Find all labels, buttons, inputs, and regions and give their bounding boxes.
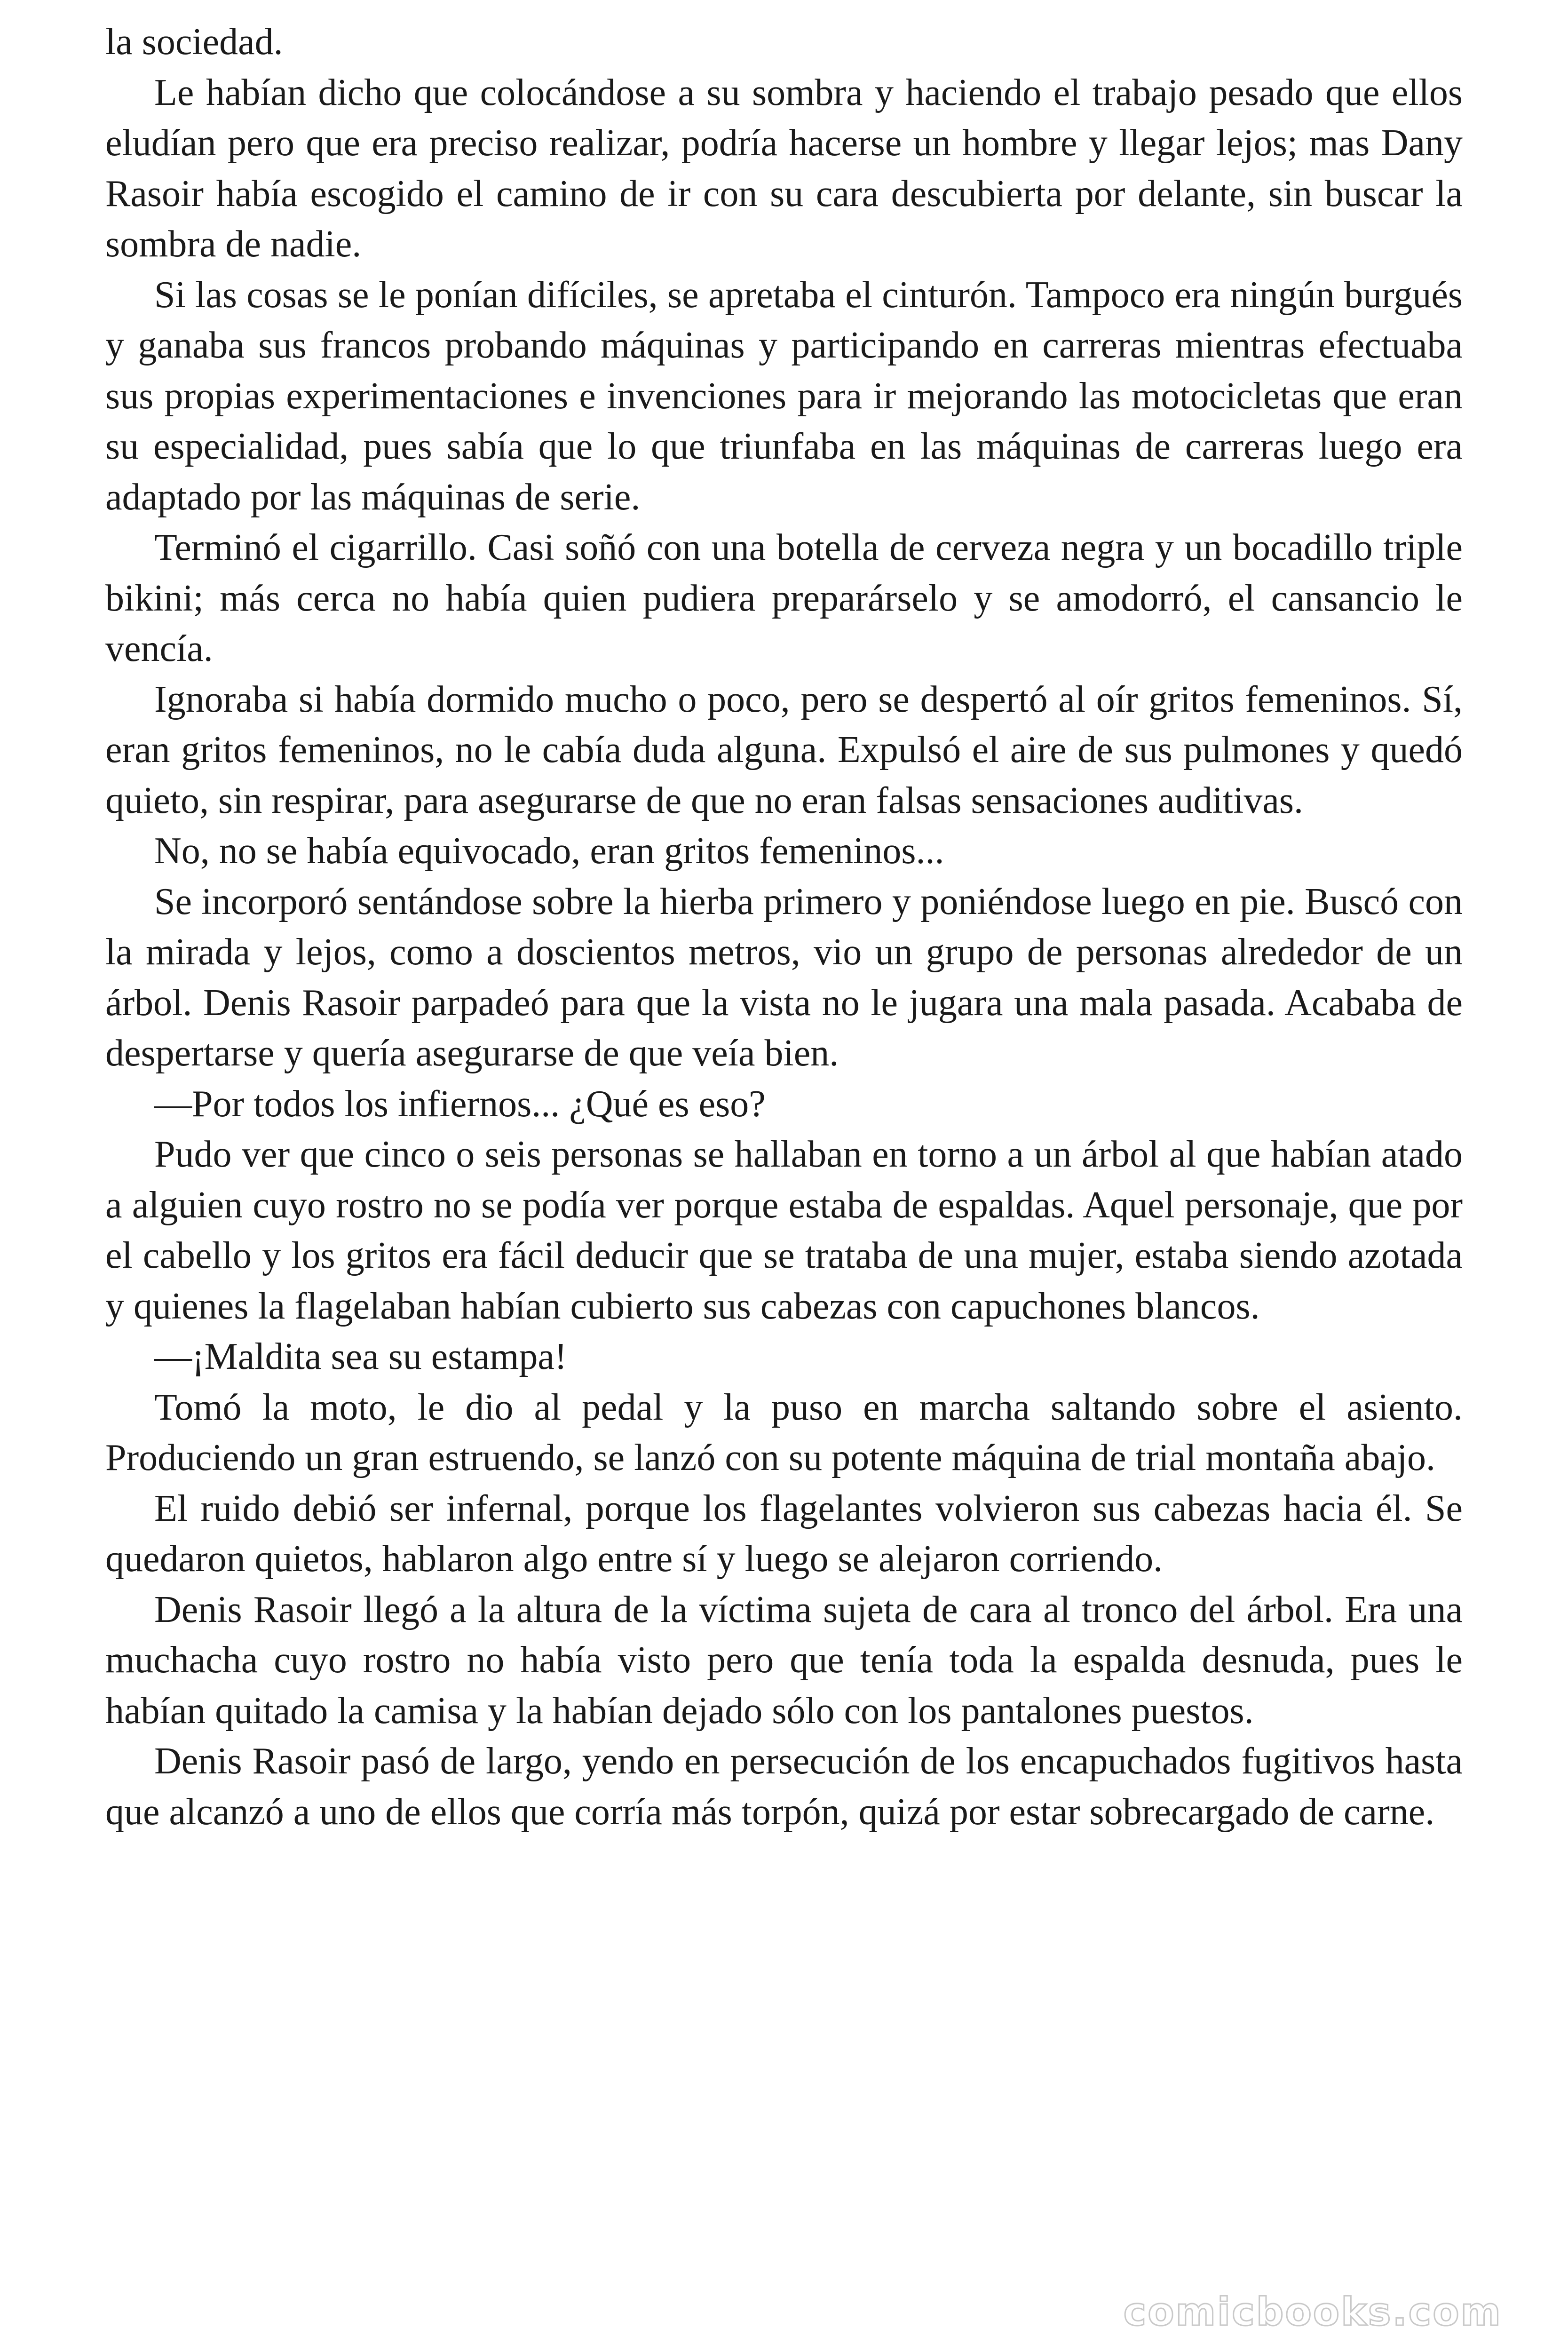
- watermark: comicbooks.com: [1123, 2290, 1502, 2335]
- paragraph: Terminó el cigarrillo. Casi soñó con una botella de cerveza negra y un bocadillo triple bikini; más cerca no había quien pudiera preparárselo y se amodorró, el cansancio le vencía.: [105, 527, 1463, 669]
- dialogue-line: —¡Maldita sea su estampa!: [154, 1336, 567, 1377]
- paragraph: Si las cosas se le ponían difíciles, se apretaba el cinturón. Tampoco era ningún burgués y ganaba sus francos probando máquinas y participando en carreras mientras efectuaba sus propias experimentaciones e invenciones para ir mejorando las motocicletas que eran su especialidad, pues sabía que lo que triunfaba en las máquinas de carreras luego era adaptado por las máquinas de serie.: [105, 274, 1463, 518]
- paragraph: No, no se había equivocado, eran gritos femeninos...: [154, 830, 944, 872]
- paragraph: Se incorporó sentándose sobre la hierba primero y poniéndose luego en pie. Buscó con la mirada y lejos, como a doscientos metros, vio un grupo de personas alrededor de un árbol. Denis Rasoir parpadeó para que la vista no le jugara una mala pasada. Acababa de despertarse y quería asegurarse de que veía bien.: [105, 881, 1463, 1074]
- paragraph-continuation: la sociedad.: [105, 21, 283, 63]
- paragraph: Pudo ver que cinco o seis personas se hallaban en torno a un árbol al que habían atado a alguien cuyo rostro no se podía ver porque estaba de espaldas. Aquel personaje, que por el cabello y los gritos era fácil deducir que se trataba de una mujer, estaba siendo azotada y quienes la flagelaban habían cubierto sus cabezas con capuchones blancos.: [105, 1134, 1463, 1327]
- paragraph: Denis Rasoir pasó de largo, yendo en persecución de los encapuchados fugitivos hasta que alcanzó a uno de ellos que corría más torpón, quizá por estar sobrecargado de carne.: [105, 1740, 1463, 1833]
- paragraph: Denis Rasoir llegó a la altura de la víctima sujeta de cara al tronco del árbol. Era una muchacha cuyo rostro no había visto pero que tenía toda la espalda desnuda, pues le habían quitado la camisa y la habían dejado sólo con los pantalones puestos.: [105, 1589, 1463, 1732]
- dialogue-line: —Por todos los infiernos... ¿Qué es eso?: [154, 1083, 766, 1125]
- paragraph: Tomó la moto, le dio al pedal y la puso en marcha saltando sobre el asiento. Produciendo un gran estruendo, se lanzó con su potente máquina de trial montaña abajo.: [105, 1386, 1463, 1478]
- paragraph: El ruido debió ser infernal, porque los flagelantes volvieron sus cabezas hacia él. Se quedaron quietos, hablaron algo entre sí y luego se alejaron corriendo.: [105, 1487, 1463, 1580]
- paragraph: Le habían dicho que colocándose a su sombra y haciendo el trabajo pesado que ellos eludían pero que era preciso realizar, podría hacerse un hombre y llegar lejos; mas Dany Rasoir había escogido el camino de ir con su cara descubierta por delante, sin buscar la sombra de nadie.: [105, 72, 1463, 265]
- page-body: [105, 17, 1463, 1837]
- paragraph: Ignoraba si había dormido mucho o poco, pero se despertó al oír gritos femeninos. Sí, eran gritos femeninos, no le cabía duda alguna. Expulsó el aire de sus pulmones y quedó quieto, sin respirar, para asegurarse de que no eran falsas sensaciones auditivas.: [105, 678, 1463, 821]
